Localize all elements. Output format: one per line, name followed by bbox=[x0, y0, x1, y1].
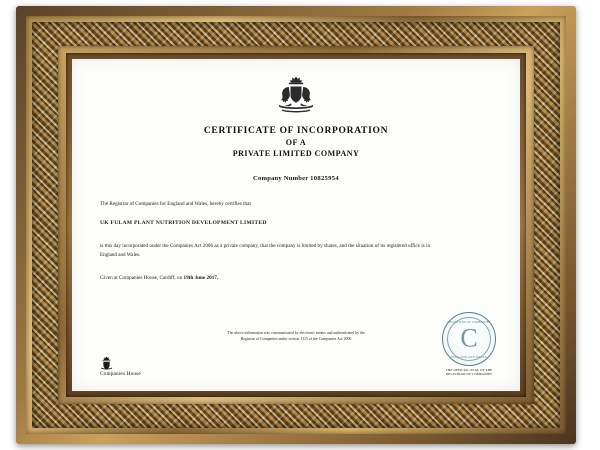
footnote-line-2: Registrar of Companies under section 1115 of the Companies Act 2006 bbox=[240, 336, 352, 341]
given-at-line bbox=[100, 275, 492, 281]
picture-frame bbox=[16, 6, 576, 444]
companies-house-wordmark: Companies House bbox=[100, 371, 141, 377]
given-prefix: Given at Companies House, Cardiff, on bbox=[100, 274, 184, 281]
incorporation-paragraph: is this day incorporated under the Companies Act 2006 as a private company, that the company is limited by shares, and the situation of its registered office is in England and Wales. bbox=[100, 243, 430, 258]
title-line-3: PRIVATE LIMITED COMPANY bbox=[232, 148, 360, 158]
footnote-line-1: The above information was communicated by electronic means and authenticated by the bbox=[227, 331, 365, 335]
seal-caption bbox=[446, 368, 493, 377]
company-name: UK FULAM PLANT NUTRITION DEVELOPMENT LIMITED bbox=[100, 220, 267, 227]
seal-caption-line-1: THE OFFICIAL SEAL OF THE bbox=[445, 367, 493, 372]
registrar-statement: The Registrar of Companies for England and Wales, hereby certifies that bbox=[100, 201, 251, 208]
seal-caption-line-2: REGISTRAR OF COMPANIES bbox=[445, 372, 493, 377]
seal-letter: C bbox=[460, 323, 478, 353]
seal-icon bbox=[442, 312, 496, 366]
uk-royal-coat-of-arms-icon bbox=[100, 75, 492, 119]
seal-arc-bottom: ENGLAND AND WALES bbox=[451, 354, 487, 359]
certificate-paper bbox=[72, 59, 520, 391]
title-line-1: CERTIFICATE OF INCORPORATION bbox=[203, 126, 389, 136]
companies-house-logo bbox=[100, 356, 141, 377]
seal-arc-top: REGISTRAR OF COMPANIES bbox=[447, 319, 491, 324]
company-number-label: Company Number bbox=[253, 175, 309, 183]
given-date: 19th June 2017. bbox=[183, 274, 219, 281]
official-seal bbox=[442, 312, 496, 377]
companies-house-crest-icon bbox=[100, 356, 113, 370]
company-number-value: 10825954 bbox=[310, 175, 339, 183]
title-line-2: OF A bbox=[285, 137, 307, 147]
certificate-footer bbox=[100, 312, 496, 377]
company-number-row bbox=[100, 175, 492, 182]
certificate-title bbox=[100, 125, 492, 159]
